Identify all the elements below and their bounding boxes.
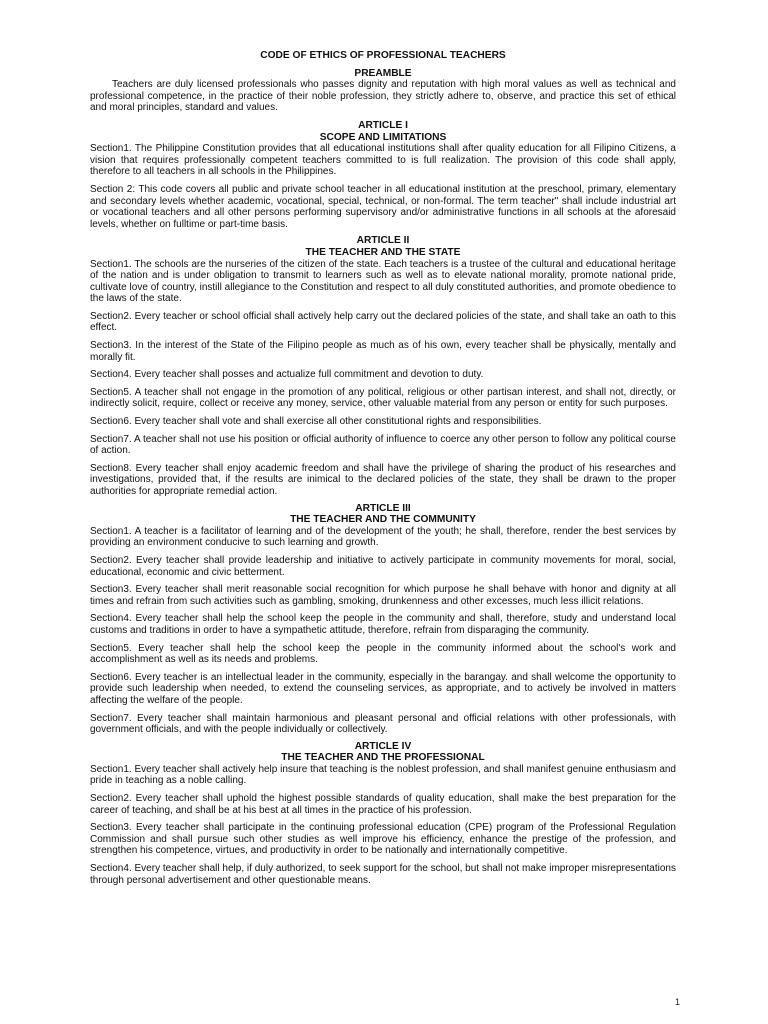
- article-block: [90, 120, 676, 230]
- document-page: [90, 50, 676, 891]
- section-paragraph: Section4. Every teacher shall posses and actualize full commitment and devotion to duty.: [90, 369, 484, 381]
- preamble-heading: PREAMBLE: [354, 67, 412, 79]
- article-title: THE TEACHER AND THE PROFESSIONAL: [281, 752, 485, 764]
- section-paragraph: Section4. Every teacher shall help the school keep the people in the community and shall, therefore, study and understand local customs and traditions in order to have a sympathetic attitude, therefore, refrain from disparaging the community.: [90, 613, 676, 636]
- section-paragraph: Section4. Every teacher shall help, if duly authorized, to seek support for the school, but shall not make improper misrepresentations through personal advertisement and other questionable means.: [90, 863, 676, 886]
- article-sections: [90, 259, 676, 498]
- section-paragraph: Section7. A teacher shall not use his position or official authority of influence to coerce any other person to follow any political course of action.: [90, 433, 676, 457]
- article-block: [90, 503, 676, 736]
- section-paragraph: Section3. Every teacher shall participate in the continuing professional education (CPE) program of the Professional Regulation Commission and shall pursue such other studies as well improve his efficiency, enhance the prestige of the profession, and strengthen his competence, virtues, and productivity in order to be nationally and internationally competitive.: [90, 822, 676, 857]
- section-paragraph: Section2. Every teacher shall provide leadership and initiative to actively participate in community movements for moral, social, educational, economic and civic betterment.: [90, 554, 676, 578]
- section-paragraph: Section3. Every teacher shall merit reasonable social recognition for which purpose he shall behave with honor and dignity at all times and refrain from such activities such as gambling, smoking, drunkenness and other excesses, much less illicit relations.: [90, 584, 676, 607]
- section-paragraph: Section1. The schools are the nurseries of the citizen of the state. Each teachers is a trustee of the cultural and educational heritage of the nation and is under obligation to transmit to learners such as well as to elevate national morality, promote national pride, cultivate love of country, instill allegiance to the Constitution and respect to all duly constituted authorities, and promote obedience to the laws of the state.: [90, 258, 676, 305]
- article-title: THE TEACHER AND THE STATE: [305, 246, 461, 258]
- article-sections: [90, 526, 676, 736]
- section-paragraph: Section5. A teacher shall not engage in the promotion of any political, religious or other partisan interest, and shall not, directly, or indirectly solicit, require, collect or receive any money, service, other valuable material from any person or entity for such purposes.: [90, 386, 676, 410]
- article-number: ARTICLE I: [358, 119, 408, 131]
- section-paragraph: Section1. A teacher is a facilitator of learning and of the development of the youth; he shall, therefore, render the best services by providing an environment conducive to such learning and growth.: [90, 525, 676, 549]
- document-title: CODE OF ETHICS OF PROFESSIONAL TEACHERS: [260, 50, 506, 61]
- section-paragraph: Section2. Every teacher or school official shall actively help carry out the declared policies of the state, and shall take an oath to this effect.: [90, 310, 676, 334]
- section-paragraph: Section7. Every teacher shall maintain harmonious and pleasant personal and official relations with other professionals, with government officials, and with the people individually or collectively.: [90, 712, 676, 736]
- section-paragraph: Section8. Every teacher shall enjoy academic freedom and shall have the privilege of sharing the product of his researches and investigations, provided that, if the results are inimical to the declared policies of the state, they shall be drawn to the proper authorities for appropriate remedial action.: [90, 462, 676, 497]
- article-sections: [90, 143, 676, 230]
- section-paragraph: Section2. Every teacher shall uphold the highest possible standards of quality education, shall make the best preparation for the career of teaching, and shall be at his best at all times in the practice of his profession.: [90, 793, 676, 816]
- page-number: 1: [674, 997, 680, 1007]
- article-block: [90, 741, 676, 887]
- section-paragraph: Section6. Every teacher shall vote and shall exercise all other constitutional rights and responsibilities.: [90, 416, 542, 428]
- article-sections: [90, 764, 676, 886]
- article-number: ARTICLE III: [355, 502, 411, 514]
- section-paragraph: Section5. Every teacher shall help the school keep the people in the community informed about the school's work and accomplishment as well as its needs and problems.: [90, 642, 676, 666]
- section-paragraph: Section 2: This code covers all public and private school teacher in all educational institution at the preschool, primary, elementary and secondary levels whether academic, vocational, special, technical, or non-formal. The term teacher" shall include industrial art or vocational teachers and all other persons performing supervisory and/or administrative functions in all schools at the aforesaid levels, whether on fulltime or part-time basis.: [90, 183, 676, 230]
- section-paragraph: Section1. The Philippine Constitution provides that all educational institutions shall after quality education for all Filipino Citizens, a vision that requires professionally competent teachers committed to is full realization. The provision of this code shall apply, therefore to all teachers in all schools in the Philippines.: [90, 143, 676, 178]
- article-number: ARTICLE IV: [354, 740, 412, 752]
- article-number: ARTICLE II: [356, 235, 410, 247]
- section-paragraph: Section3. In the interest of the State of the Filipino people as much as of his own, every teacher shall be physically, mentally and morally fit.: [90, 340, 676, 363]
- article-title: THE TEACHER AND THE COMMUNITY: [290, 514, 476, 526]
- section-paragraph: Section6. Every teacher is an intellectual leader in the community, especially in the barangay. and shall welcome the opportunity to provide such leadership when needed, to extend the counseling services, as appropriate, and to actively be involved in matters affecting the welfare of the people.: [90, 671, 676, 706]
- articles-container: [90, 120, 676, 886]
- section-paragraph: Section1. Every teacher shall actively help insure that teaching is the noblest profession, and shall manifest genuine enthusiasm and pride in teaching as a noble calling.: [90, 763, 676, 787]
- preamble-text: Teachers are duly licensed professionals who passes dignity and reputation with high moral values as well as technical and professional competence, in the practice of their noble profession, they strictly adhere to, observe, and practice this set of ethical and moral principles, standard and values.: [90, 79, 676, 114]
- article-block: [90, 235, 676, 497]
- article-title: SCOPE AND LIMITATIONS: [319, 131, 447, 143]
